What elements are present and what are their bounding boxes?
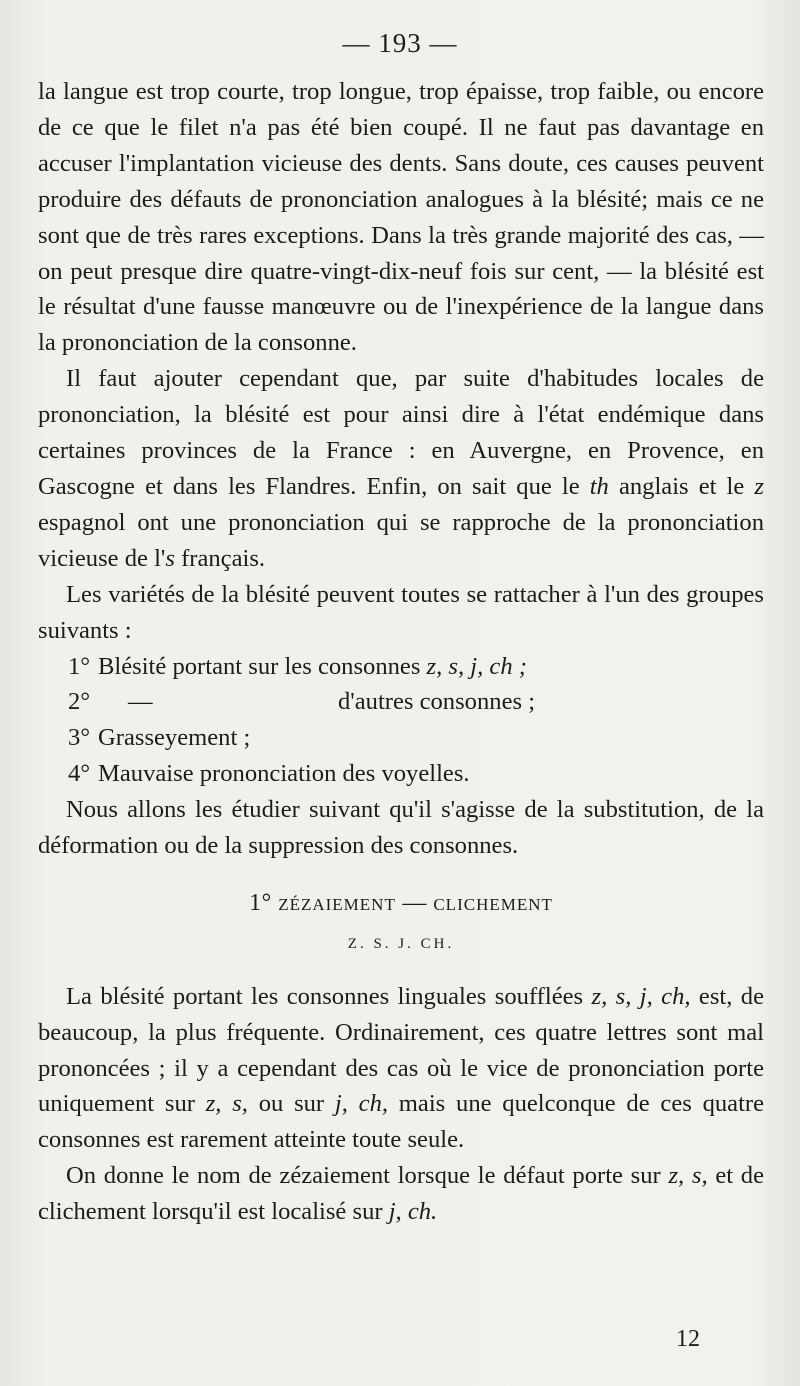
list-item-4: 4° Mauvaise prononciation des voyelles. <box>38 756 764 792</box>
list-marker: 1° <box>68 652 91 680</box>
running-head-page-number: — 193 — <box>342 28 458 58</box>
list-item-1: 1° Blésité portant sur les consonnes z, s, j, ch ; <box>38 649 764 685</box>
section-subheading: Z. S. J. CH. <box>347 935 455 952</box>
paragraph-2: Il faut ajouter cependant que, par suite d'habitudes locales de prononciation, la blésité est pour ainsi dire à l'état endémique dans certaines provinces de la France : en Auvergne, en Provence, en Gascogne et dans les Flandres. Enfin, on sait que le th anglais et le z espagnol ont une prononciation qui se rapproche de la prononciation vicieuse de l's français. <box>38 365 764 572</box>
paragraph-1: la langue est trop courte, trop longue, trop épaisse, trop faible, ou encore de ce que le filet n'a pas été bien coupé. Il ne faut pas davantage en accuser l'implantation vicieuse des dents. Sans doute, ces causes peuvent produire des défauts de prononciation analogues à la blésité; mais ce ne sont que de très rares exceptions. Dans la très grande majorité des cas, — on peut presque dire quatre-vingt-dix-neuf fois sur cent, — la blésité est le résultat d'une fausse manœuvre ou de l'inexpérience de la langue dans la prononciation de la consonne. <box>38 78 764 357</box>
paragraph-5: La blésité portant les consonnes linguales soufflées z, s, j, ch, est, de beaucoup, la plus fréquente. Ordinairement, ces quatre lettres sont mal prononcées ; il y a cependant des cas où le vice de prononciation porte uniquement sur z, s, ou sur j, ch, mais une quelconque de ces quatre consonnes est rarement atteinte toute seule. <box>38 982 765 1154</box>
paragraph-3: Les variétés de la blésité peuvent toutes se rattacher à l'un des groupes suivants : <box>38 580 764 644</box>
ditto-dash: — <box>128 688 153 716</box>
list-item-2: 2° — d'autres consonnes ; <box>38 684 764 720</box>
signature-mark: 12 <box>676 1326 700 1352</box>
paragraph-4: Nous allons les étudier suivant qu'il s'agisse de la substitution, de la déformation ou de la suppression des consonnes. <box>38 796 764 860</box>
section-heading: 1° ZÉZAIEMENT — CLICHEMENT <box>249 889 553 916</box>
body-text <box>38 74 764 1230</box>
list-item-3: 3° Grasseyement ; <box>38 720 764 756</box>
list-marker: 4° <box>68 760 91 788</box>
list-marker: 2° <box>68 688 91 716</box>
list-marker: 3° <box>68 724 91 752</box>
paragraph-6: On donne le nom de zézaiement lorsque le défaut porte sur z, s, et de clichement lorsqu'il est localisé sur j, ch. <box>38 1162 764 1226</box>
